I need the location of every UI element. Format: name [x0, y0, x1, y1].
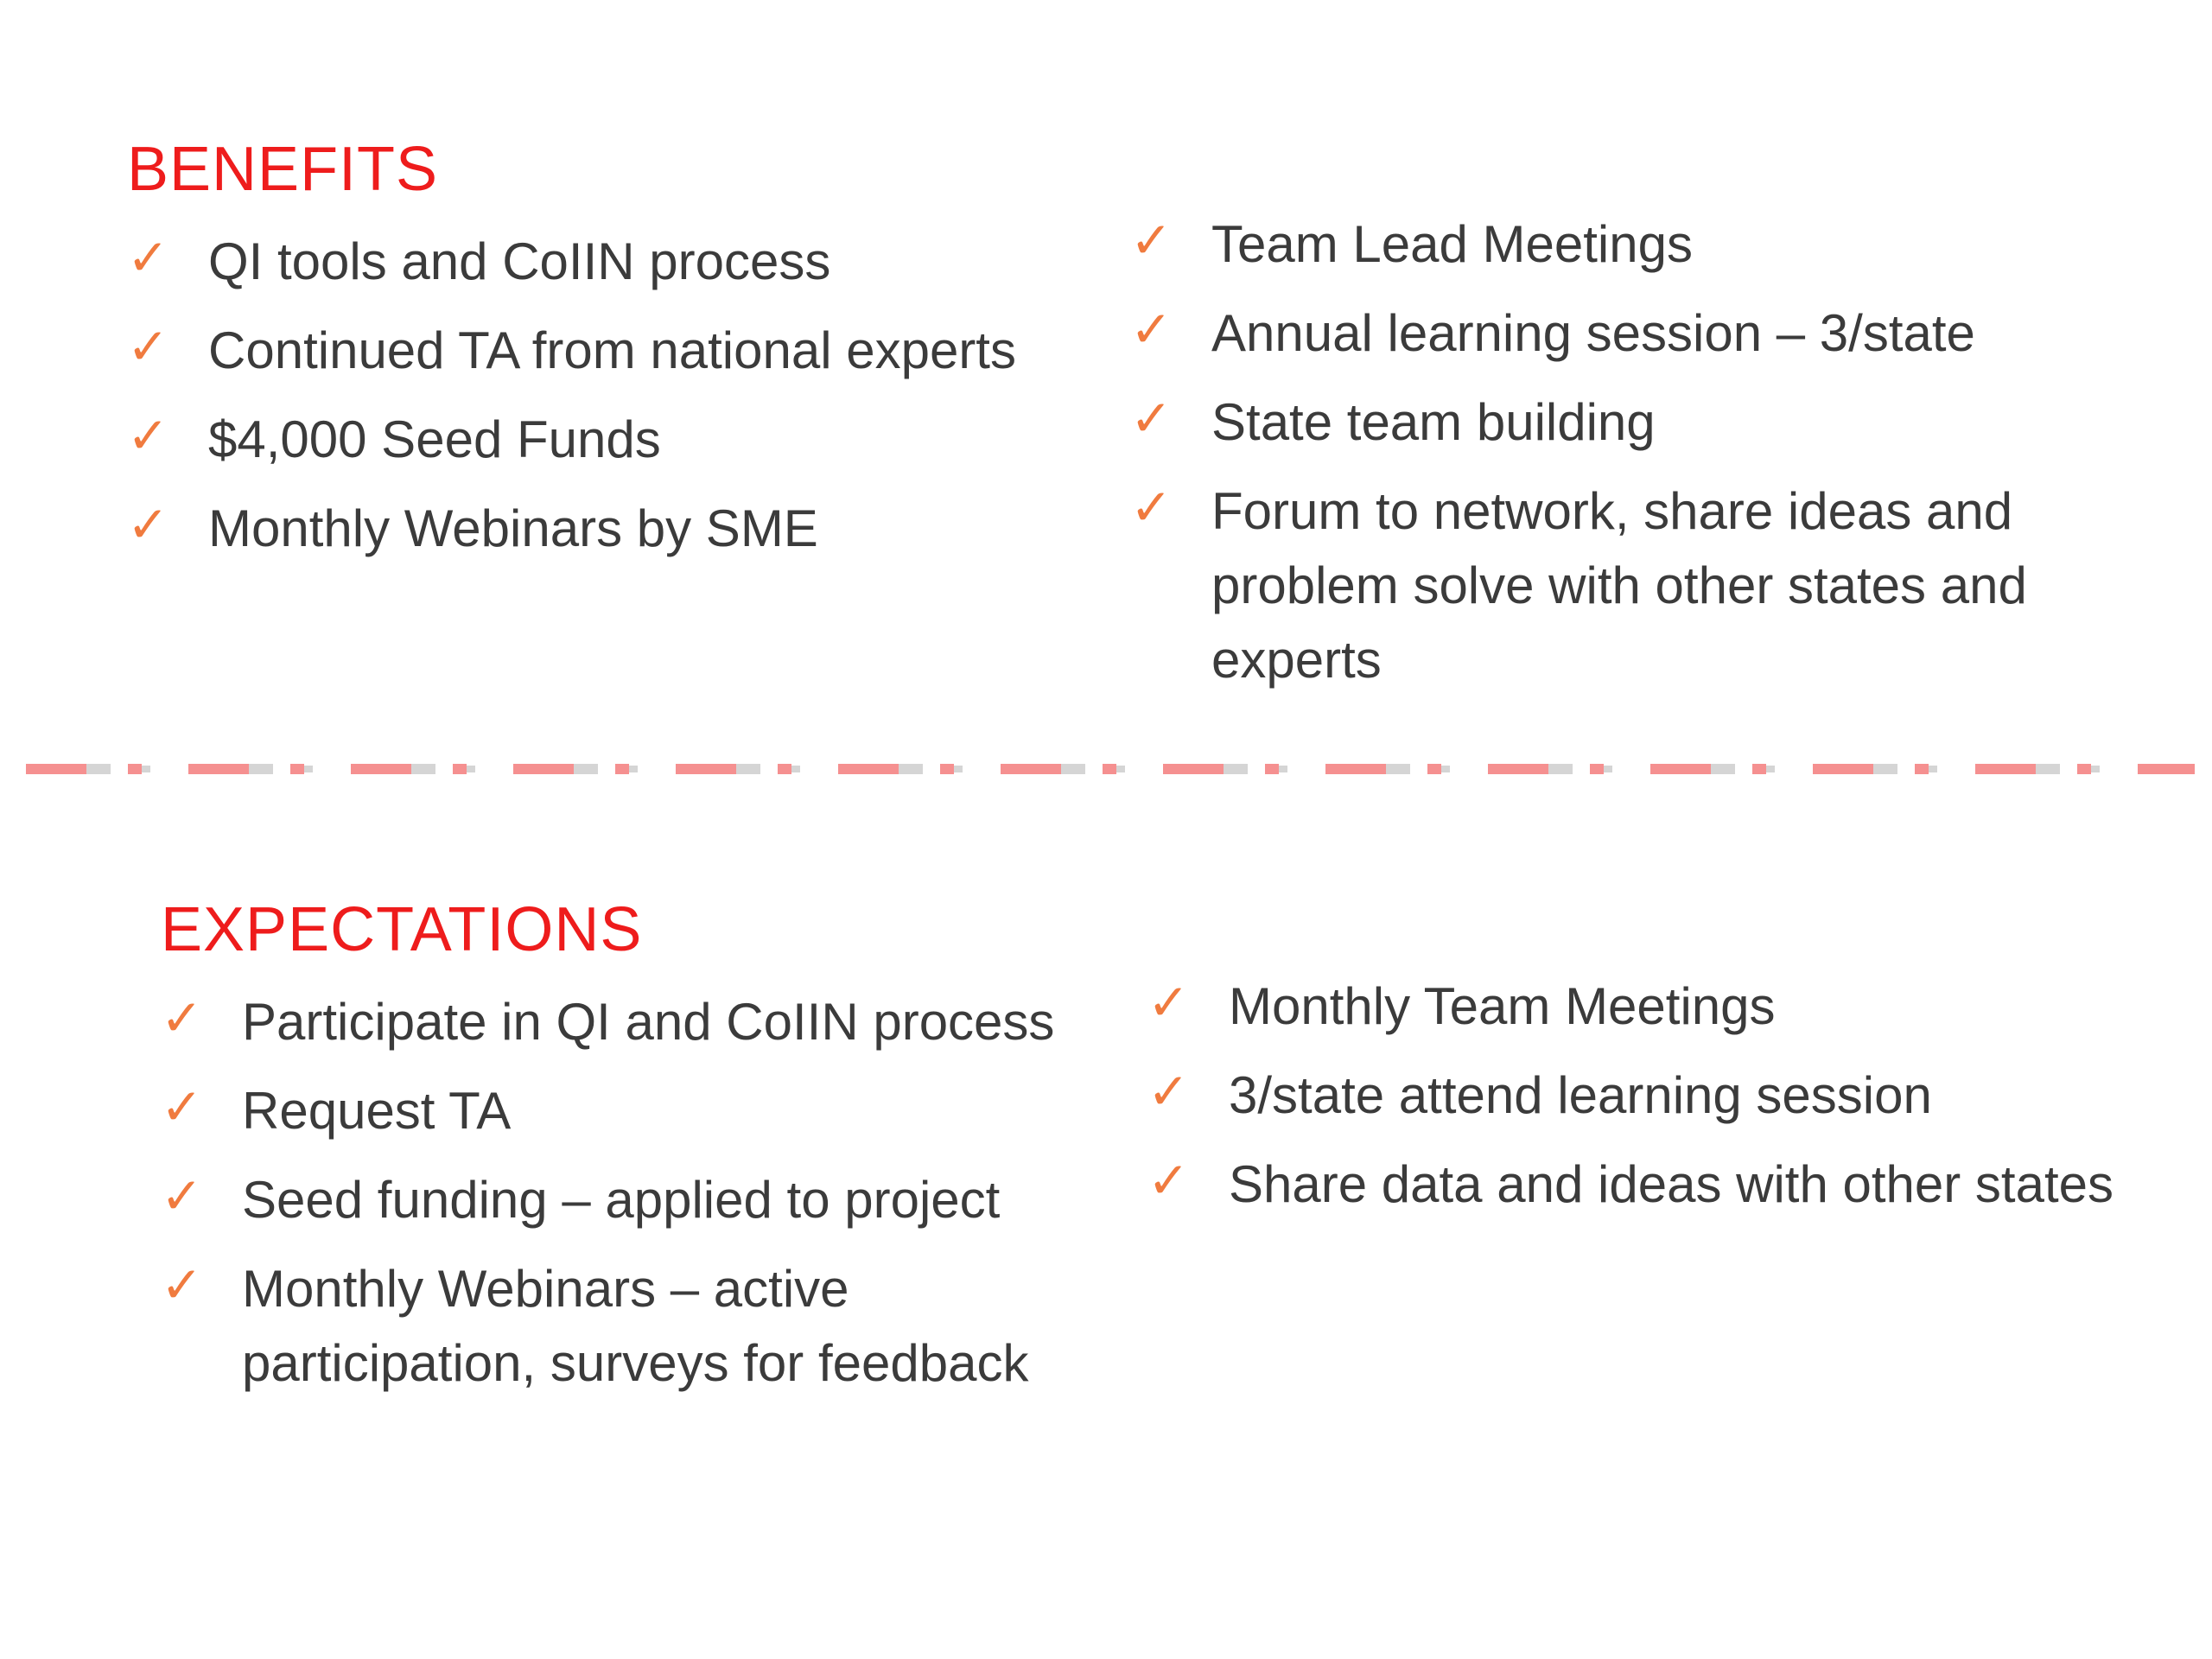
benefits-list-left [127, 225, 1121, 581]
benefits-list-right [1130, 207, 2167, 712]
checkmark-icon: ✓ [1130, 389, 1173, 448]
list-item-text: Continued TA from national experts [208, 321, 1016, 379]
list-item [1130, 385, 2167, 460]
list-item-text: Seed funding – applied to project [242, 1171, 1001, 1229]
list-item [161, 985, 1154, 1059]
list-item [1130, 207, 2167, 282]
list-item-text: Participate in QI and CoIIN process [242, 993, 1055, 1051]
list-item-text: Monthly Webinars by SME [208, 499, 818, 557]
list-item-text: QI tools and CoIIN process [208, 232, 831, 290]
checkmark-icon: ✓ [1147, 973, 1190, 1032]
checkmark-icon: ✓ [161, 1077, 203, 1136]
checkmark-icon: ✓ [1130, 300, 1173, 359]
checkmark-icon: ✓ [127, 495, 169, 554]
benefits-title: BENEFITS [127, 135, 439, 204]
list-item-text: Monthly Team Meetings [1229, 977, 1776, 1035]
list-item-text: Team Lead Meetings [1211, 215, 1693, 273]
list-item [127, 225, 1121, 299]
list-item [161, 1252, 1154, 1401]
checkmark-icon: ✓ [161, 1166, 203, 1225]
list-item [161, 1163, 1154, 1237]
checkmark-icon: ✓ [127, 406, 169, 465]
list-item [1130, 296, 2167, 371]
checkmark-icon: ✓ [1147, 1151, 1190, 1210]
checkmark-icon: ✓ [1130, 211, 1173, 270]
checkmark-icon: ✓ [161, 1255, 203, 1314]
list-item [1130, 474, 2167, 697]
expectations-list-left [161, 985, 1154, 1415]
list-item [1147, 1058, 2184, 1133]
checkmark-icon: ✓ [161, 988, 203, 1047]
list-item-text: 3/state attend learning session [1229, 1066, 1932, 1124]
list-item [127, 403, 1121, 477]
list-item [161, 1074, 1154, 1148]
list-item [1147, 969, 2184, 1044]
expectations-title: EXPECTATIONS [161, 895, 643, 964]
checkmark-icon: ✓ [127, 317, 169, 376]
list-item-text: Request TA [242, 1082, 512, 1140]
list-item [1147, 1147, 2184, 1222]
checkmark-icon: ✓ [1147, 1062, 1190, 1121]
list-item-text: $4,000 Seed Funds [208, 410, 661, 468]
list-item [127, 492, 1121, 566]
list-item-text: Forum to network, share ideas and problem solve with other states and experts [1211, 482, 2027, 689]
list-item [127, 314, 1121, 388]
list-item-text: Monthly Webinars – active participation, surveys for feedback [242, 1260, 1029, 1392]
list-item-text: Annual learning session – 3/state [1211, 304, 1975, 362]
section-divider [26, 762, 2195, 776]
list-item-text: Share data and ideas with other states [1229, 1155, 2113, 1213]
list-item-text: State team building [1211, 393, 1656, 451]
expectations-list-right [1147, 969, 2184, 1236]
checkmark-icon: ✓ [127, 228, 169, 287]
checkmark-icon: ✓ [1130, 478, 1173, 537]
